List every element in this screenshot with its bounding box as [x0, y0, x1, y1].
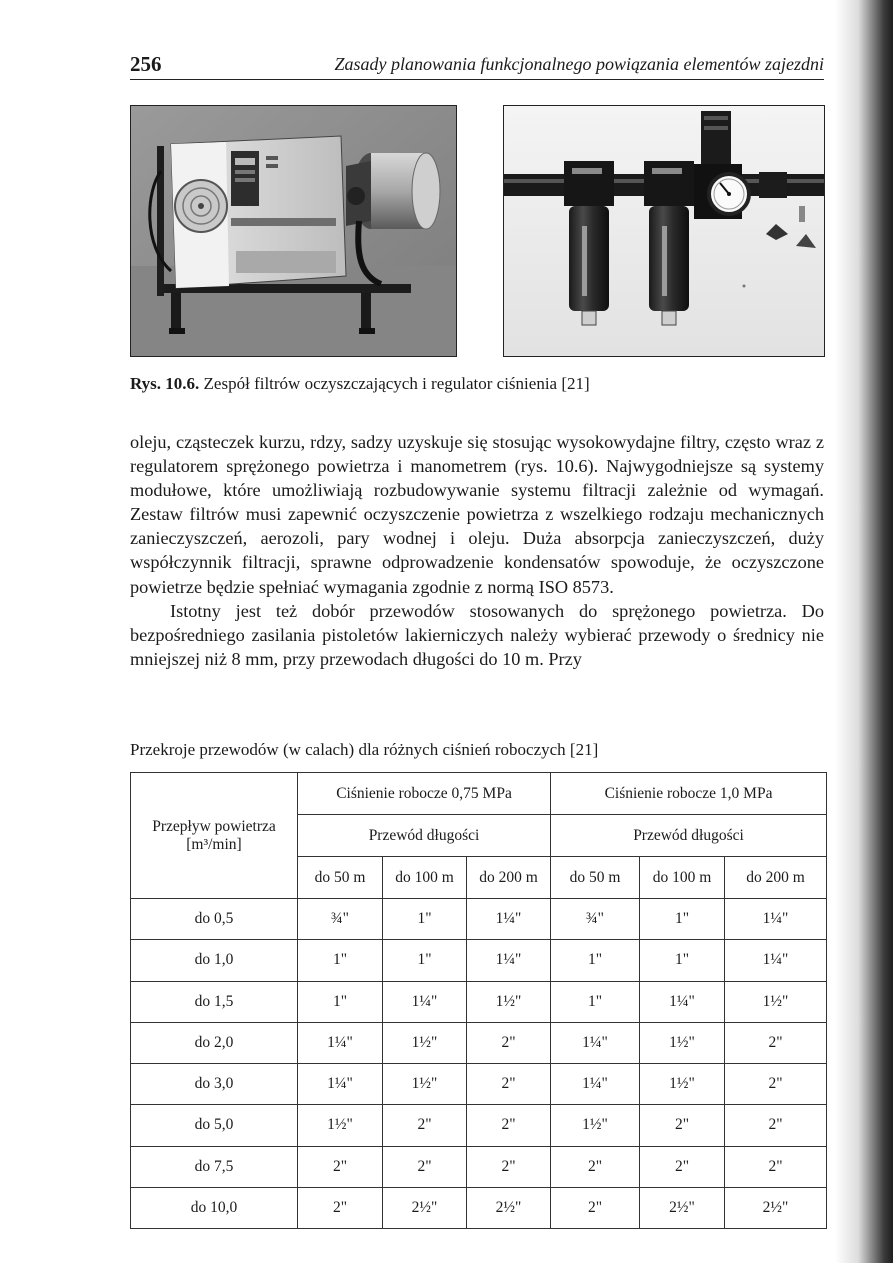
filter-regulator-photo — [503, 105, 825, 357]
diameter-cell: 1½" — [640, 1022, 725, 1063]
diameter-cell: 1¼" — [551, 1022, 640, 1063]
flow-cell: do 7,5 — [131, 1146, 298, 1187]
pipe-cross-section-table — [130, 772, 827, 1229]
diameter-cell: 1" — [383, 899, 467, 940]
body-text — [130, 430, 824, 671]
length-header: do 50 m — [551, 857, 640, 899]
table-title: Przekroje przewodów (w calach) dla różnych ciśnień roboczych [21] — [130, 740, 599, 759]
diameter-cell: 1" — [551, 981, 640, 1022]
diameter-cell: 1" — [383, 940, 467, 981]
diameter-cell: 1¼" — [725, 899, 827, 940]
running-title: Zasady planowania funkcjonalnego powiązania elementów zajezdni — [334, 54, 824, 74]
diameter-cell: 1¼" — [551, 1064, 640, 1105]
diameter-cell: 1½" — [383, 1022, 467, 1063]
diameter-cell: 1¼" — [298, 1064, 383, 1105]
table-row — [131, 1064, 827, 1105]
compressor-unit-photo — [130, 105, 457, 357]
figure-label: Rys. 10.6. — [130, 374, 200, 393]
diameter-cell: 1" — [640, 940, 725, 981]
diameter-cell: 1" — [298, 981, 383, 1022]
diameter-cell: 2" — [640, 1146, 725, 1187]
paragraph-2: Istotny jest też dobór przewodów stosowanych do sprężonego powietrza. Do bezpośredniego zasilania pistoletów lakierniczych należy wybierać przewody o średnicy nie mniejszej niż 8 mm, przy przewodach długości do 10 m. Przy — [130, 600, 824, 669]
table-row — [131, 1022, 827, 1063]
flow-header-line-2: [m³/min] — [186, 835, 242, 853]
diameter-cell: 1½" — [298, 1105, 383, 1146]
diameter-cell: 2" — [725, 1105, 827, 1146]
header-rule — [130, 79, 824, 80]
page-number: 256 — [130, 52, 162, 76]
diameter-cell: 1¼" — [467, 899, 551, 940]
diameter-cell: 1½" — [640, 1064, 725, 1105]
diameter-cell: 1½" — [383, 1064, 467, 1105]
length-header: do 200 m — [725, 857, 827, 899]
diameter-cell: 2½" — [383, 1187, 467, 1228]
diameter-cell: 2" — [551, 1146, 640, 1187]
flow-cell: do 1,5 — [131, 981, 298, 1022]
diameter-cell: 1¼" — [725, 940, 827, 981]
diameter-cell: 2" — [467, 1105, 551, 1146]
table-row — [131, 940, 827, 981]
diameter-cell: 2½" — [467, 1187, 551, 1228]
diameter-cell: 1¼" — [467, 940, 551, 981]
flow-cell: do 1,0 — [131, 940, 298, 981]
diameter-cell: 2½" — [725, 1187, 827, 1228]
table-row — [131, 981, 827, 1022]
diameter-cell: 2" — [383, 1146, 467, 1187]
flow-cell: do 10,0 — [131, 1187, 298, 1228]
scan-edge-shadow — [835, 0, 893, 1263]
flow-cell: do 5,0 — [131, 1105, 298, 1146]
diameter-cell: ¾" — [551, 899, 640, 940]
table-row — [131, 899, 827, 940]
diameter-cell: 1½" — [725, 981, 827, 1022]
diameter-cell: 1¼" — [640, 981, 725, 1022]
diameter-cell: 2" — [725, 1064, 827, 1105]
flow-cell: do 0,5 — [131, 899, 298, 940]
table-row — [131, 1187, 827, 1228]
diameter-cell: ¾" — [298, 899, 383, 940]
diameter-cell: 1" — [551, 940, 640, 981]
paragraph-1: oleju, cząsteczek kurzu, rdzy, sadzy uzyskuje się stosując wysokowydajne filtry, często wraz z regulatorem sprężonego powietrza i manometrem (rys. 10.6). Najwygodniejsze są systemy modułowe, które umożliwiają rozbudowywanie systemu filtracji zależnie od wymagań. Zestaw filtrów musi zapewnić oczyszczenie powietrza z wszelkiego rodzaju mechanicznych zanieczyszczeń, aerozoli, pary wodnej i oleju. Duża absorpcja zanieczyszczeń, duży współczynnik filtracji, sprawne odprowadzenie kondensatów spowoduje, że oczyszczone powietrze będzie spełniać wymagania zgodnie z normą ISO 8573. — [130, 432, 824, 597]
flow-cell: do 2,0 — [131, 1022, 298, 1063]
diameter-cell: 2" — [551, 1187, 640, 1228]
diameter-cell: 1¼" — [383, 981, 467, 1022]
diameter-cell: 2" — [298, 1187, 383, 1228]
diameter-cell: 2" — [467, 1146, 551, 1187]
table-row — [131, 1146, 827, 1187]
flow-header-line-1: Przepływ powietrza — [152, 817, 276, 835]
length-header: do 100 m — [640, 857, 725, 899]
length-group-header: Przewód długości — [298, 815, 551, 857]
flow-cell: do 3,0 — [131, 1064, 298, 1105]
diameter-cell: 2" — [640, 1105, 725, 1146]
table-body — [131, 899, 827, 1229]
length-header: do 50 m — [298, 857, 383, 899]
figure-caption — [130, 374, 590, 394]
diameter-cell: 2½" — [640, 1187, 725, 1228]
flow-column-header — [131, 773, 298, 899]
diameter-cell: 2" — [467, 1022, 551, 1063]
pressure-group-header: Ciśnienie robocze 0,75 MPa — [298, 773, 551, 815]
length-header: do 100 m — [383, 857, 467, 899]
diameter-cell: 1½" — [467, 981, 551, 1022]
diameter-cell: 2" — [725, 1022, 827, 1063]
diameter-cell: 2" — [383, 1105, 467, 1146]
table-row — [131, 1105, 827, 1146]
diameter-cell: 2" — [725, 1146, 827, 1187]
length-header: do 200 m — [467, 857, 551, 899]
diameter-cell: 1¼" — [298, 1022, 383, 1063]
figure-caption-text: Zespół filtrów oczyszczających i regulator ciśnienia [21] — [203, 374, 590, 393]
table-header-row-1 — [131, 773, 827, 815]
diameter-cell: 1" — [640, 899, 725, 940]
diameter-cell: 1½" — [551, 1105, 640, 1146]
page-header — [130, 46, 824, 80]
diameter-cell: 2" — [467, 1064, 551, 1105]
length-group-header: Przewód długości — [551, 815, 827, 857]
diameter-cell: 1" — [298, 940, 383, 981]
pressure-group-header: Ciśnienie robocze 1,0 MPa — [551, 773, 827, 815]
diameter-cell: 2" — [298, 1146, 383, 1187]
